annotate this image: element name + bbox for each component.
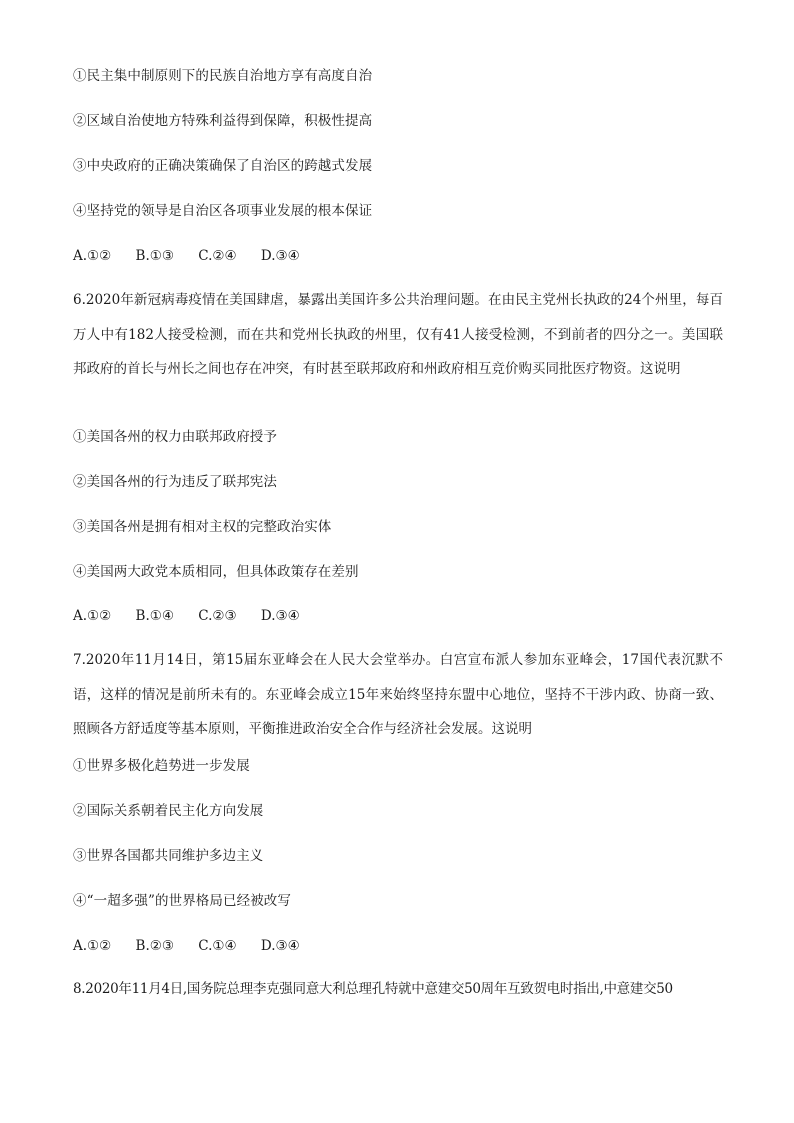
q7-options bbox=[73, 937, 320, 955]
q5-item-2: ②区域自治使地方特殊利益得到保障，积极性提高 bbox=[73, 113, 373, 129]
q7-item-2: ②国际关系朝着民主化方向发展 bbox=[73, 803, 264, 819]
q6-item-3: ③美国各州是拥有相对主权的完整政治实体 bbox=[73, 519, 332, 535]
q7-option-d: D.③④ bbox=[260, 938, 300, 954]
q7-option-c: C.①④ bbox=[198, 938, 237, 954]
q5-options bbox=[73, 247, 320, 265]
q6-stem: 6.2020年新冠病毒疫情在美国肆虐，暴露出美国许多公共治理问题。在由民主党州长执政的24个州里，每百万人中有182人接受检测，而在共和党州长执政的州里，仅有41人接受检测，不到前者的四分之一。美国联邦政府的首长与州长之间也存在冲突，有时甚至联邦政府和州政府相互竞价购买同批医疗物资。这说明 bbox=[73, 292, 723, 377]
q5-option-a: A.①② bbox=[73, 248, 112, 264]
q6-option-d: D.③④ bbox=[260, 608, 300, 624]
q5-option-c: C.②④ bbox=[198, 248, 237, 264]
q7-stem: 7.2020年11月14日，第15届东亚峰会在人民大会堂举办。白宫宣布派人参加东亚峰会，17国代表沉默不语，这样的情况是前所未有的。东亚峰会成立15年来始终坚持东盟中心地位，坚持不干涉内政、协商一致、照顾各方舒适度等基本原则，平衡推进政治安全合作与经济社会发展。这说明 bbox=[73, 652, 723, 737]
q6-option-c: C.②③ bbox=[198, 608, 237, 624]
q5-option-d: D.③④ bbox=[260, 248, 300, 264]
q6-option-a: A.①② bbox=[73, 608, 112, 624]
q6-item-2: ②美国各州的行为违反了联邦宪法 bbox=[73, 474, 277, 490]
q5-item-1: ①民主集中制原则下的民族自治地方享有高度自治 bbox=[73, 68, 373, 84]
q7-option-a: A.①② bbox=[73, 938, 112, 954]
q8-stem: 8.2020年11月4日,国务院总理李克强同意大利总理孔特就中意建交50周年互致贺电时指出,中意建交50 bbox=[73, 981, 673, 997]
q5-item-4: ④坚持党的领导是自治区各项事业发展的根本保证 bbox=[73, 203, 373, 219]
q5-option-b: B.①③ bbox=[135, 248, 174, 264]
q5-item-3: ③中央政府的正确决策确保了自治区的跨越式发展 bbox=[73, 158, 373, 174]
q6-item-4: ④美国两大政党本质相同，但具体政策存在差别 bbox=[73, 564, 359, 580]
q6-option-b: B.①④ bbox=[135, 608, 174, 624]
q6-item-1: ①美国各州的权力由联邦政府授予 bbox=[73, 429, 277, 445]
q7-option-b: B.②③ bbox=[135, 938, 174, 954]
q7-item-3: ③世界各国都共同维护多边主义 bbox=[73, 848, 264, 864]
q7-item-4: ④“一超多强”的世界格局已经被改写 bbox=[73, 893, 292, 909]
q7-item-1: ①世界多极化趋势进一步发展 bbox=[73, 758, 250, 774]
q6-options bbox=[73, 607, 320, 625]
